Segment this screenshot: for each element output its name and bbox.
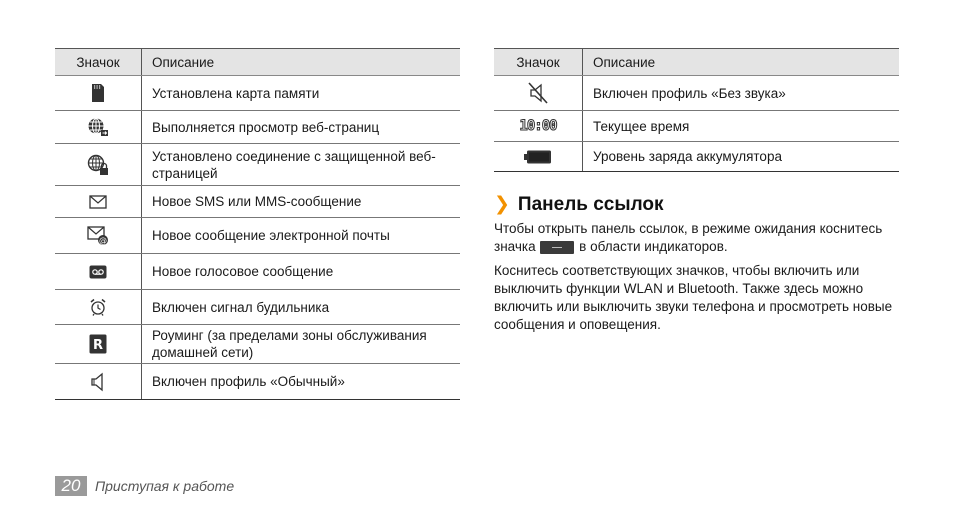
row-description: Новое сообщение электронной почты — [142, 218, 461, 254]
chevron-right-icon: ❯ — [494, 194, 510, 215]
table-row — [55, 325, 460, 364]
table-row — [55, 111, 460, 144]
table-row — [55, 364, 460, 400]
paragraph-text: Чтобы открыть панель ссылок, в режиме ожидания коснитесь значка — [494, 221, 883, 254]
web-browsing-icon — [87, 117, 109, 137]
table-row — [494, 76, 899, 111]
table-row — [55, 254, 460, 290]
table-row — [55, 218, 460, 254]
roaming-icon — [89, 334, 107, 354]
clock-icon: 10:00 — [519, 118, 557, 134]
normal-profile-icon — [90, 372, 106, 392]
page-footer — [55, 476, 234, 496]
table-header-row — [55, 49, 460, 76]
table-row — [55, 186, 460, 218]
voicemail-icon — [89, 265, 107, 279]
column-header-icon: Значок — [55, 49, 142, 76]
row-description: Новое голосовое сообщение — [142, 254, 461, 290]
row-description: Новое SMS или MMS-сообщение — [142, 186, 461, 218]
table-header-row — [494, 49, 899, 76]
section-title: Панель ссылок — [517, 194, 664, 215]
paragraph-open-panel — [494, 220, 904, 256]
silent-profile-icon — [528, 82, 548, 104]
indicator-bar-icon — [540, 241, 574, 254]
row-description: Уровень заряда аккумулятора — [583, 142, 900, 172]
memory-card-icon — [91, 83, 105, 103]
alarm-icon — [89, 298, 107, 316]
row-description: Текущее время — [583, 111, 900, 142]
table-row — [55, 290, 460, 325]
battery-icon — [524, 150, 552, 164]
row-description: Включен сигнал будильника — [142, 290, 461, 325]
table-row — [55, 76, 460, 111]
paragraph-text: в области индикаторов. — [579, 239, 728, 254]
email-icon — [87, 226, 109, 246]
row-description: Выполняется просмотр веб-страниц — [142, 111, 461, 144]
svg-text:@: @ — [99, 235, 107, 245]
column-header-description: Описание — [583, 49, 900, 76]
left-icon-table — [55, 48, 460, 400]
table-row — [494, 111, 899, 142]
row-description: Роуминг (за пределами зоны обслуживания домашней сети) — [142, 325, 461, 364]
row-description: Включен профиль «Обычный» — [142, 364, 461, 400]
paragraph-panel-functions: Коснитесь соответствующих значков, чтобы включить или выключить функции WLAN и Bluetooth. Также здесь можно включить или выключить звуки телефона и просмотреть новые сообщения и оповещения. — [494, 263, 893, 332]
svg-text:R: R — [92, 338, 104, 353]
section-heading — [494, 193, 664, 216]
table-row — [55, 144, 460, 186]
right-icon-table — [494, 48, 899, 172]
page-number: 20 — [55, 476, 87, 496]
row-description: Установлена карта памяти — [142, 76, 461, 111]
secure-web-icon — [87, 154, 109, 176]
sms-mms-icon — [89, 195, 107, 209]
table-row — [494, 142, 899, 172]
chapter-title: Приступая к работе — [95, 478, 235, 494]
row-description: Установлено соединение с защищенной веб-страницей — [142, 144, 461, 186]
row-description: Включен профиль «Без звука» — [583, 76, 900, 111]
column-header-icon: Значок — [494, 49, 583, 76]
column-header-description: Описание — [142, 49, 461, 76]
